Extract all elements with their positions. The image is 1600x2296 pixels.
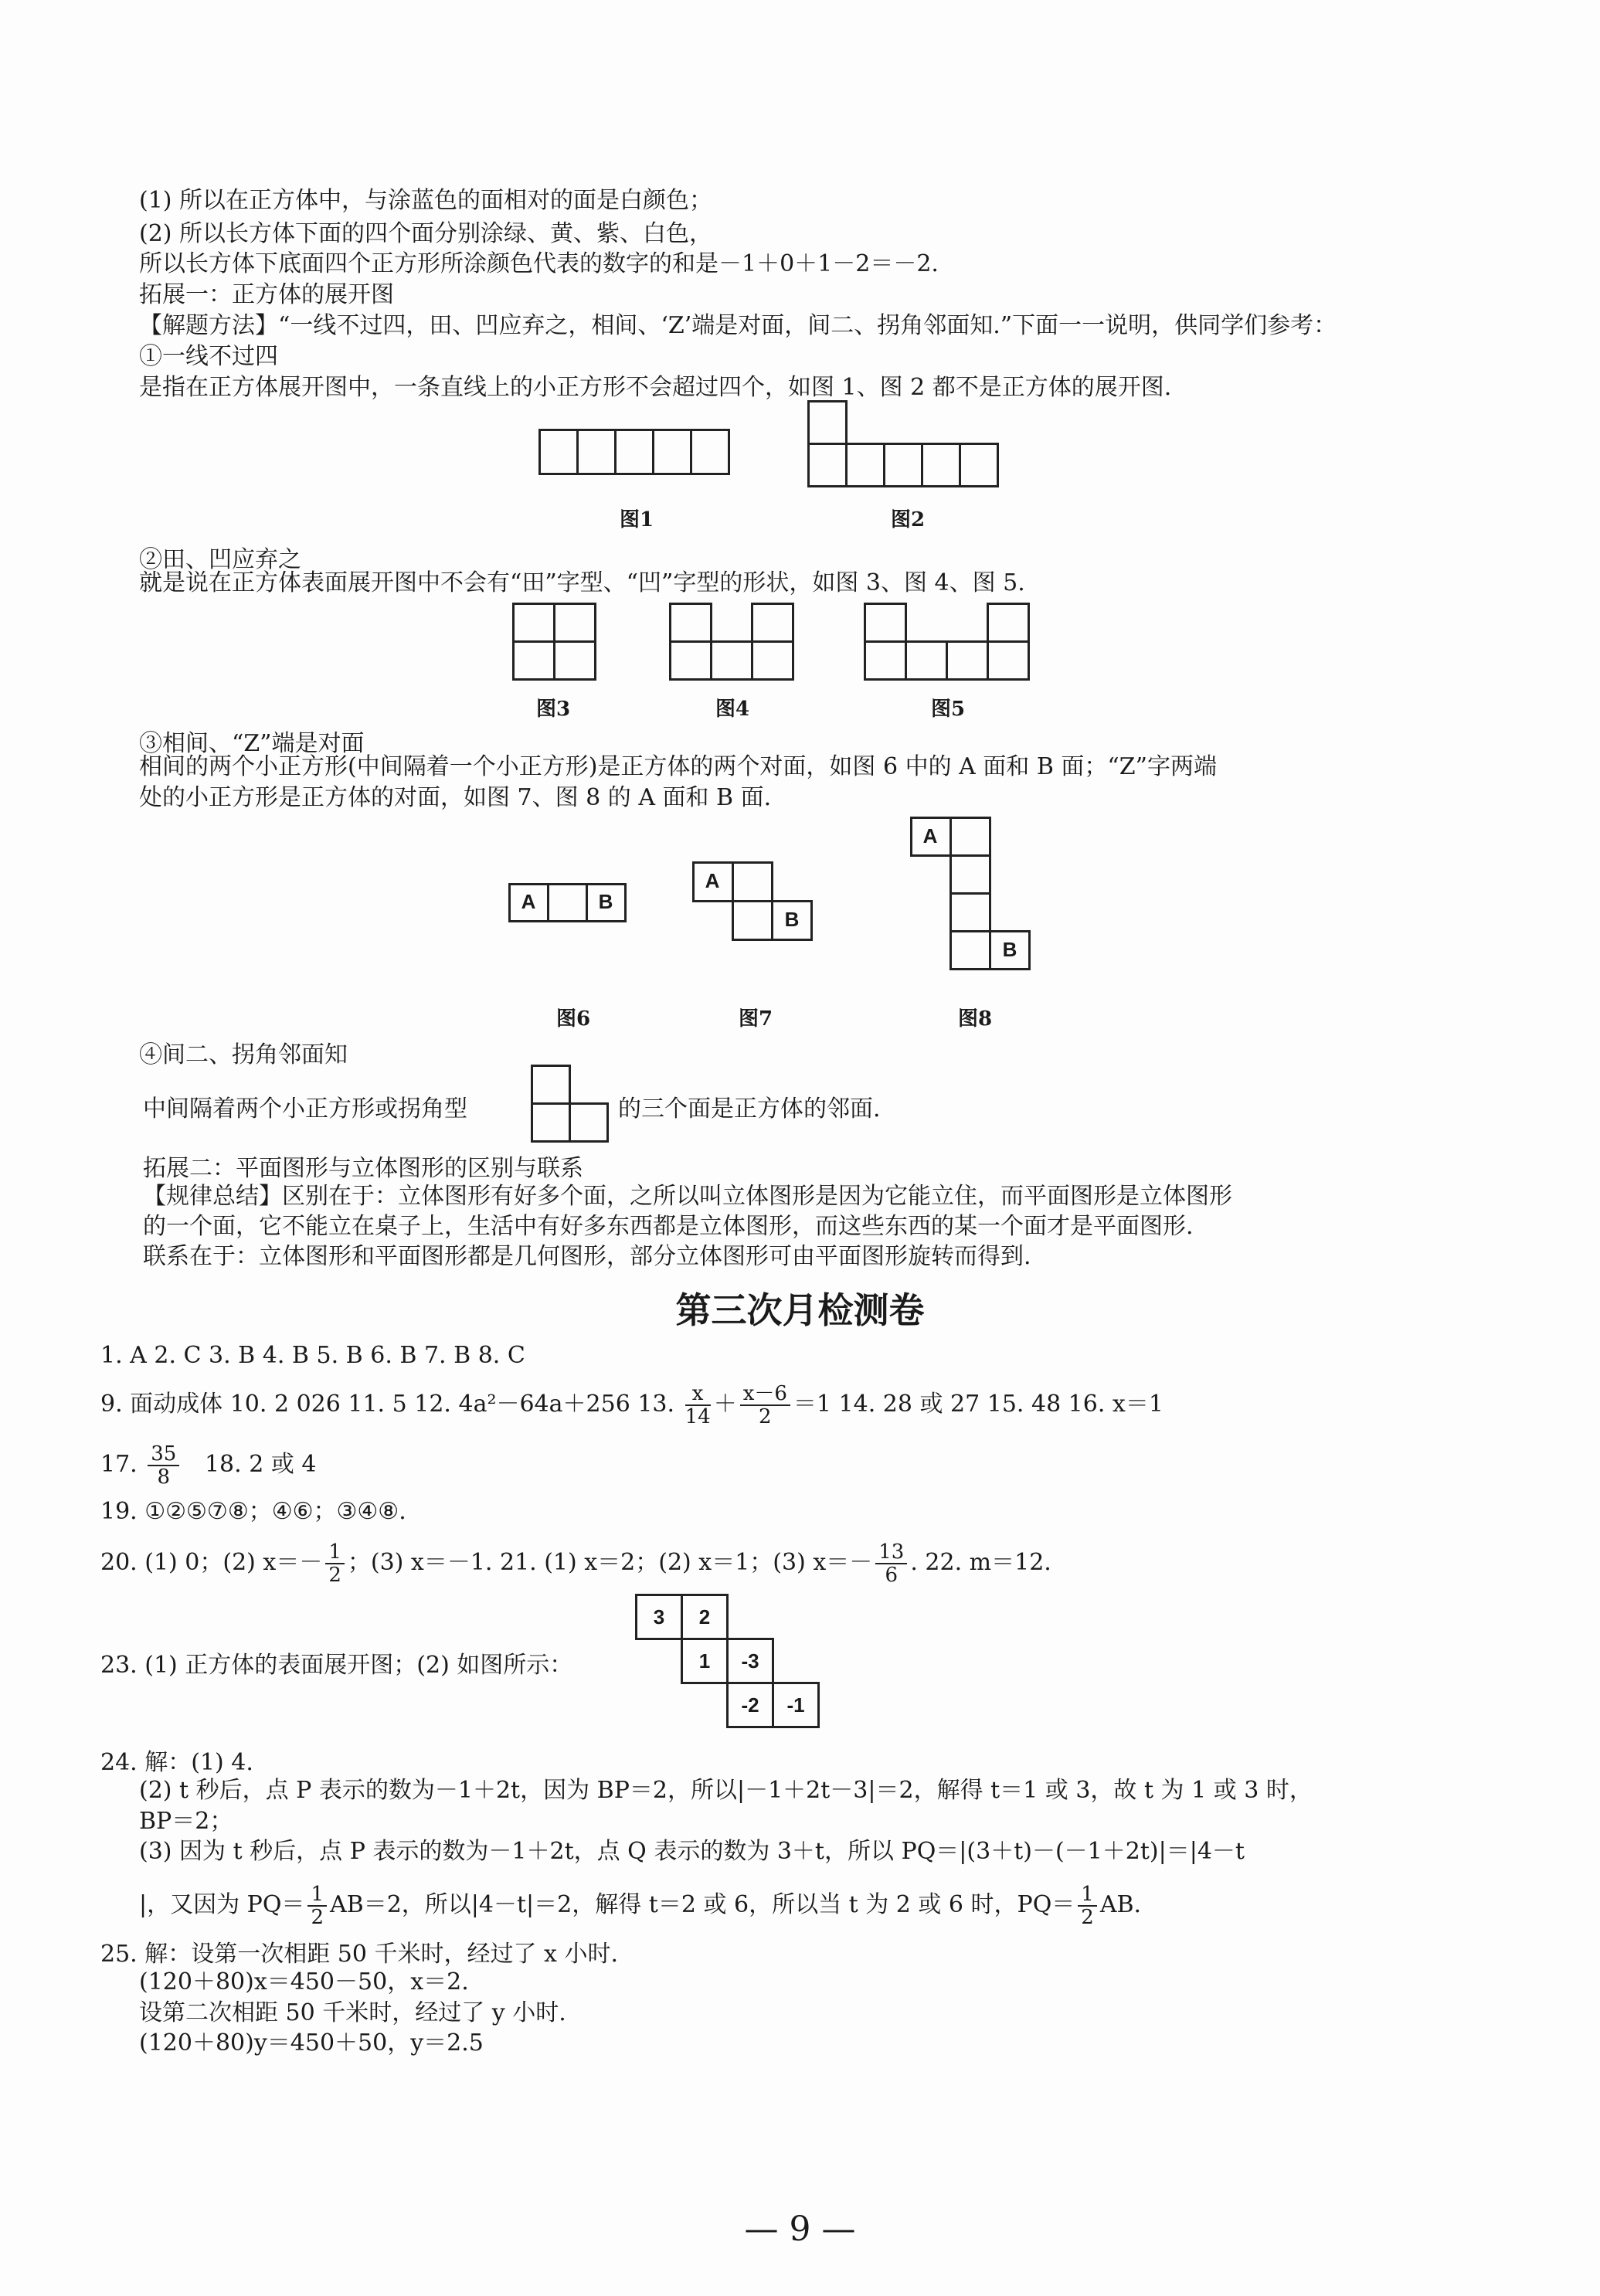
fraction-13a: $\frac{x}{14}$ [685, 1382, 711, 1428]
net-cell-4: -3 [741, 1649, 759, 1673]
answer-20-text: 20. (1) 0；(2) x＝－ [100, 1549, 323, 1576]
figure-8-cell-b: B [1002, 938, 1017, 961]
intro-line-4: 拓展一：正方体的展开图 [139, 281, 394, 308]
answer-24-line-5 [139, 1883, 1141, 1928]
net-cell-6: -1 [786, 1693, 805, 1717]
answers-1-8: 1. A 2. C 3. B 4. B 5. B 6. B 7. B 8. C [100, 1342, 525, 1369]
answer-22-text: . 22. m＝12. [910, 1549, 1051, 1576]
figure-5-label: 图5 [930, 698, 966, 721]
ext2-line-4: 联系在于：立体图形和平面图形都是几何图形，部分立体图形可由平面图形旋转而得到. [143, 1243, 1031, 1270]
answer-25-line-3: 设第二次相距 50 千米时，经过了 y 小时. [139, 1999, 566, 2026]
intro-line-5: 【解题方法】“一线不过四，田、凹应弃之，相间、‘Z’端是对面，间二、拐角邻面知.”下面一一说明，供同学们参考： [139, 312, 1337, 339]
fraction-17: $\frac{35}{8}$ [148, 1443, 179, 1488]
answer-24-line-4: (3) 因为 t 秒后，点 P 表示的数为－1＋2t，点 Q 表示的数为 3＋t，所以 PQ＝|(3＋t)－(－1＋2t)|＝|4－t [139, 1838, 1245, 1865]
answer-24-5b: AB＝2，所以|4－t|＝2，解得 t＝2 或 6，所以当 t 为 2 或 6 时，PQ＝ [329, 1891, 1075, 1918]
page-number: — 9 — [744, 2209, 856, 2249]
net-cell-1: 3 [653, 1605, 665, 1629]
intro-line-1: (1) 所以在正方体中，与涂蓝色的面相对的面是白颜色； [139, 187, 713, 214]
net-cell-3: 1 [698, 1649, 711, 1673]
answer-24-5c: AB. [1099, 1891, 1142, 1918]
section-title: 第三次月检测卷 [675, 1289, 925, 1331]
answers-13-16-text: ＝1 14. 28 或 27 15. 48 16. x＝1 [793, 1391, 1163, 1418]
answer-24-line-2: (2) t 秒后，点 P 表示的数为－1＋2t，因为 BP＝2，所以|－1＋2t－3|＝2，解得 t＝1 或 3，故 t 为 1 或 3 时， [139, 1777, 1313, 1804]
ext2-line-1: 拓展二：平面图形与立体图形的区别与联系 [143, 1155, 583, 1182]
figure-4-label: 图4 [715, 698, 750, 721]
answer-25-line-4: (120＋80)y＝450＋50，y＝2.5 [139, 2029, 484, 2057]
fraction-21: $\frac{13}{6}$ [875, 1541, 907, 1586]
part4-line-2b: 的三个面是正方体的邻面. [618, 1095, 881, 1123]
part2-line-2: 就是说在正方体表面展开图中不会有“田”字型、“凹”字型的形状，如图 3、图 4、图 5. [139, 569, 1025, 596]
answer-24-line-1: 24. 解：(1) 4. [100, 1749, 253, 1776]
ext2-line-2: 【规律总结】区别在于：立体图形有好多个面，之所以叫立体图形是因为它能立住，而平面图形是立体图形 [143, 1183, 1232, 1210]
fraction-24b: $\frac{1}{2}$ [1078, 1883, 1097, 1928]
figure-7-cell-a: A [705, 869, 720, 892]
answers-20-22 [100, 1541, 1051, 1586]
answers-9-13-text: 9. 面动成体 10. 2 026 11. 5 12. 4a²－64a＋256 13. [100, 1391, 675, 1418]
part4-line-2a: 中间隔着两个小正方形或拐角型 [143, 1095, 467, 1123]
part3-line-2: 相间的两个小正方形(中间隔着一个小正方形)是正方体的两个对面，如图 6 中的 A 面和 B 面；“Z”字两端 [139, 753, 1217, 780]
intro-line-3: 所以长方体下底面四个正方形所涂颜色代表的数字的和是－1＋0＋1－2＝－2. [139, 250, 939, 277]
ext2-line-3: 的一个面，它不能立在桌子上，生活中有好多东西都是立体图形，而这些东西的某一个面才是平面图形. [143, 1213, 1194, 1240]
figure-6-cell-b: B [598, 890, 613, 913]
part3-line-1: ③相间、“Z”端是对面 [139, 730, 365, 757]
part4-line-1: ④间二、拐角邻面知 [139, 1041, 348, 1068]
answer-21-text: ；(3) x＝－1. 21. (1) x＝2；(2) x＝1；(3) x＝－ [347, 1549, 873, 1576]
answer-24-5a: |，又因为 PQ＝ [139, 1891, 305, 1918]
part2-line-1: ②田、凹应弃之 [139, 546, 301, 573]
figure-3-label: 图3 [535, 698, 571, 721]
figure-2-label: 图2 [890, 508, 926, 532]
intro-line-7: 是指在正方体展开图中，一条直线上的小正方形不会超过四个，如图 1、图 2 都不是正方体的展开图. [139, 374, 1172, 401]
net-cell-2: 2 [698, 1605, 711, 1629]
answer-17-label: 17. [100, 1451, 138, 1478]
answer-24-line-3: BP＝2； [139, 1808, 233, 1835]
answer-25-line-1: 25. 解：设第一次相距 50 千米时，经过了 x 小时. [100, 1941, 619, 1968]
fraction-13b: $\frac{x-6}{2}$ [740, 1383, 790, 1428]
figure-8-label: 图8 [957, 1007, 993, 1031]
answers-17-18 [100, 1443, 316, 1488]
intro-line-2: (2) 所以长方体下面的四个面分别涂绿、黄、紫、白色， [139, 220, 713, 247]
answer-23: 23. (1) 正方体的表面展开图；(2) 如图所示： [100, 1652, 573, 1679]
intro-line-6: ①一线不过四 [139, 343, 278, 370]
figure-6-label: 图6 [555, 1007, 591, 1031]
answers-9-16: 9. 面动成体 10. 2 026 11. 5 12. 4a²－64a＋256 13. $\frac{x}{14}$ ＋ $\frac{x-6}{2}$ ＝1 14. 28 或 27 15. 48 16. x＝1 [100, 1382, 1163, 1428]
figure-7-cell-b: B [784, 908, 800, 931]
net-cell-5: -2 [741, 1693, 759, 1717]
part3-line-3: 处的小正方形是正方体的对面，如图 7、图 8 的 A 面和 B 面. [139, 784, 772, 811]
answer-18-text: 18. 2 或 4 [204, 1451, 317, 1478]
fraction-20: $\frac{1}{2}$ [325, 1541, 345, 1586]
figure-6-cell-a: A [521, 890, 536, 913]
figure-8-cell-a: A [922, 824, 938, 847]
figure-1-label: 图1 [619, 508, 654, 532]
figure-7-label: 图7 [738, 1007, 773, 1031]
answer-19: 19. ①②⑤⑦⑧；④⑥；③④⑧. [100, 1498, 406, 1525]
answer-25-line-2: (120＋80)x＝450－50，x＝2. [139, 1968, 469, 1995]
fraction-24a: $\frac{1}{2}$ [307, 1883, 327, 1928]
